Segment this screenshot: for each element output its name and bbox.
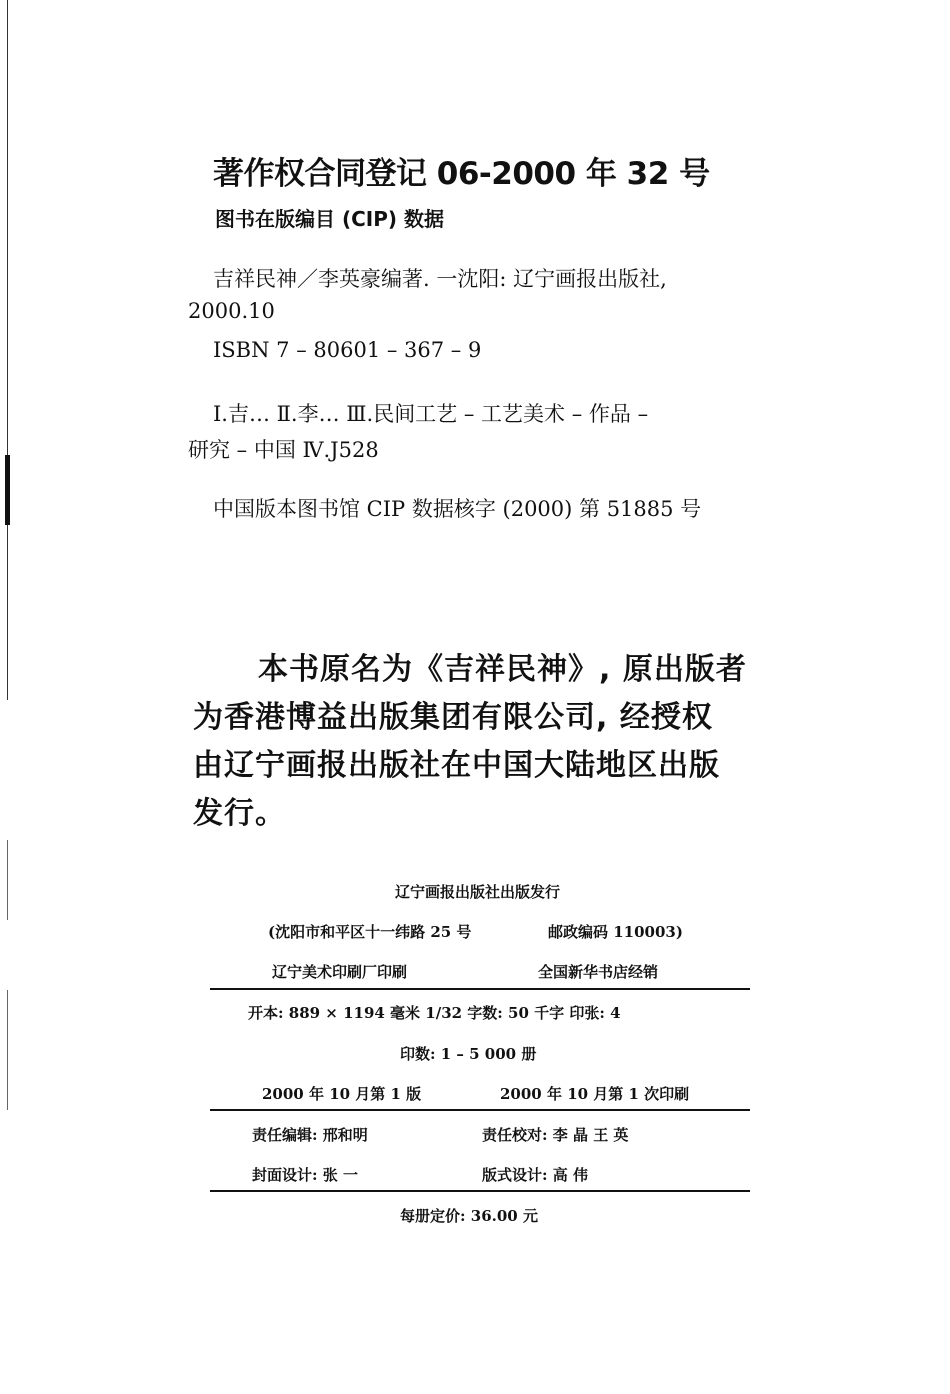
imprint-cover-design: 封面设计: 张 一 bbox=[252, 1166, 358, 1184]
imprint-address: (沈阳市和平区十一纬路 25 号 bbox=[268, 923, 472, 941]
imprint-printer: 辽宁美术印刷厂印刷 bbox=[272, 963, 408, 981]
notice-line: 为香港博益出版集团有限公司, 经授权 bbox=[193, 700, 713, 735]
cip-isbn: ISBN 7 – 80601 – 367 – 9 bbox=[213, 338, 482, 362]
divider bbox=[210, 988, 750, 990]
cip-subjects: Ⅰ.吉… Ⅱ.李… Ⅲ.民间工艺 – 工艺美术 – 作品 – bbox=[213, 402, 649, 426]
divider bbox=[210, 1190, 750, 1192]
notice-line: 发行。 bbox=[193, 796, 286, 831]
imprint-print-run: 印数: 1 – 5 000 册 bbox=[400, 1045, 537, 1063]
imprint-editor: 责任编辑: 邢和明 bbox=[252, 1126, 368, 1144]
cip-subjects-cont: 研究 – 中国 Ⅳ.J528 bbox=[188, 438, 379, 462]
imprint-publisher: 辽宁画报出版社出版发行 bbox=[395, 883, 561, 901]
imprint-postcode: 邮政编码 110003) bbox=[548, 923, 683, 941]
imprint-proofreader: 责任校对: 李 晶 王 英 bbox=[482, 1126, 629, 1144]
imprint-layout-design: 版式设计: 高 伟 bbox=[482, 1166, 588, 1184]
cip-verification: 中国版本图书馆 CIP 数据核字 (2000) 第 51885 号 bbox=[213, 497, 702, 521]
scan-edge-dash bbox=[7, 840, 8, 920]
notice-line: 由辽宁画报出版社在中国大陆地区出版 bbox=[193, 748, 720, 783]
imprint-specs: 开本: 889 × 1194 毫米 1/32 字数: 50 千字 印张: 4 bbox=[248, 1004, 621, 1022]
copyright-registration: 著作权合同登记 06-2000 年 32 号 bbox=[213, 156, 710, 192]
imprint-distributor: 全国新华书店经销 bbox=[538, 963, 659, 981]
cip-entry-date: 2000.10 bbox=[188, 299, 275, 323]
cip-entry-line: 吉祥民神／李英豪编著. 一沈阳: 辽宁画报出版社, bbox=[213, 267, 667, 291]
scan-edge-line bbox=[7, 0, 8, 700]
imprint-edition: 2000 年 10 月第 1 版 bbox=[262, 1085, 422, 1103]
scan-edge-dash bbox=[7, 990, 8, 1110]
scan-edge-mark bbox=[5, 455, 10, 525]
notice-line: 本书原名为《吉祥民神》, 原出版者 bbox=[258, 652, 747, 687]
cip-heading: 图书在版编目 (CIP) 数据 bbox=[215, 207, 444, 231]
divider bbox=[210, 1109, 750, 1111]
imprint-printing: 2000 年 10 月第 1 次印刷 bbox=[500, 1085, 690, 1103]
imprint-price: 每册定价: 36.00 元 bbox=[400, 1207, 538, 1225]
